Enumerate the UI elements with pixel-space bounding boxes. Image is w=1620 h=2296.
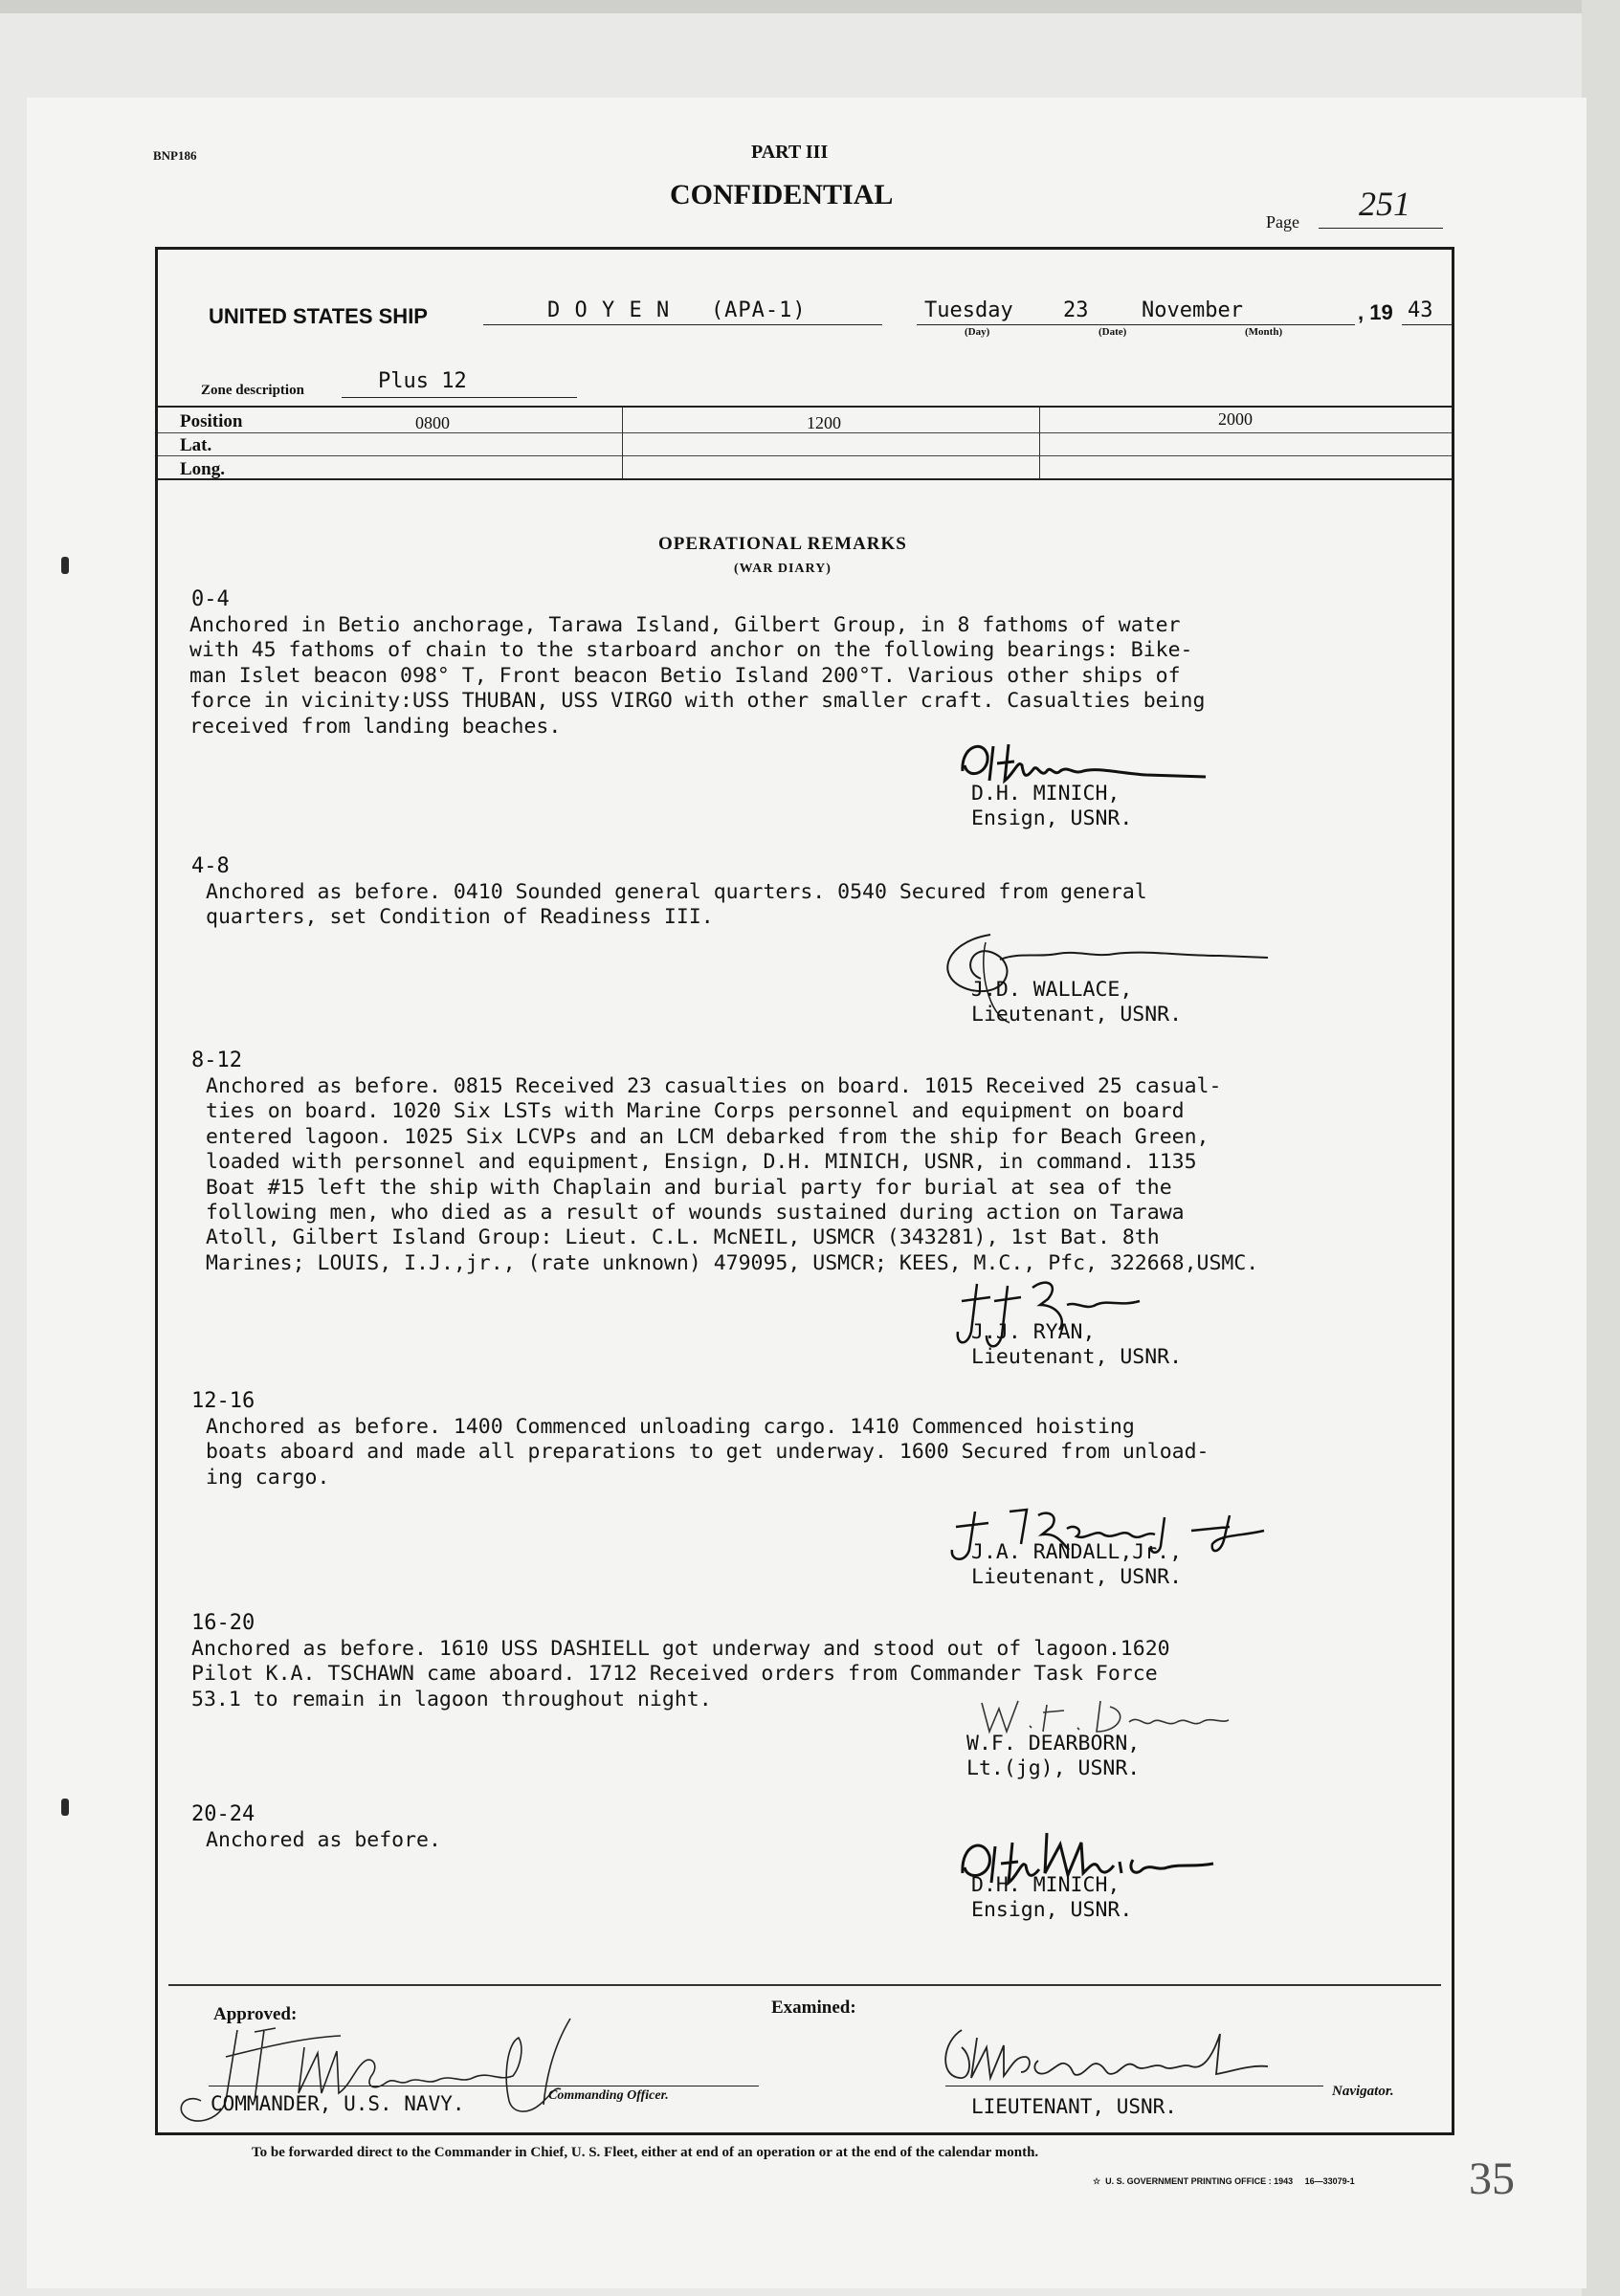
page-number: 251 bbox=[1359, 185, 1410, 223]
mccormick-signature bbox=[933, 2019, 1287, 2095]
examined-label: Examined: bbox=[771, 1998, 856, 2018]
zone-label: Zone description bbox=[201, 383, 304, 398]
forwarding-instruction: To be forwarded direct to the Commander in Chief, U. S. Fleet, either at end of an operation or at the end of the calendar month. bbox=[252, 2145, 1039, 2160]
ship-name: D O Y E N (APA-1) bbox=[547, 298, 807, 322]
signer-name: J.J. RYAN, bbox=[971, 1320, 1096, 1344]
signer-rank: Lt.(jg), USNR. bbox=[966, 1756, 1141, 1780]
signer-name: D.H. MINICH, bbox=[971, 782, 1121, 806]
long-row-label: Long. bbox=[180, 459, 225, 479]
month-caption: (Month) bbox=[1245, 326, 1283, 338]
navigator-caption: Navigator. bbox=[1332, 2084, 1394, 2099]
signer-rank: Lieutenant, USNR. bbox=[971, 1565, 1183, 1589]
scan-border-right bbox=[1582, 0, 1620, 2296]
watch-remarks: Anchored as before. 0410 Sounded general quarters. 0540 Secured from general quarters, set Condition of Readiness III. bbox=[206, 880, 1147, 930]
table-column-divider bbox=[622, 408, 623, 478]
date-line bbox=[917, 324, 1355, 325]
date-day: Tuesday bbox=[924, 298, 1013, 322]
signer-rank: Ensign, USNR. bbox=[971, 806, 1133, 830]
classification-heading: CONFIDENTIAL bbox=[670, 179, 894, 210]
date-date: 23 bbox=[1063, 298, 1089, 322]
position-time-1200: 1200 bbox=[807, 413, 841, 432]
signer-name: D.H. MINICH, bbox=[971, 1873, 1121, 1897]
watch-remarks: Anchored as before. 1400 Commenced unloading cargo. 1410 Commenced hoisting boats aboard and made all preparations to get underway. 1600 Secured from unload- ing cargo. bbox=[206, 1415, 1209, 1490]
year-suffix: 43 bbox=[1408, 298, 1433, 322]
position-table bbox=[158, 406, 1452, 480]
part-heading: PART III bbox=[751, 142, 829, 163]
signer-rank: Lieutenant, USNR. bbox=[971, 1003, 1183, 1027]
day-caption: (Day) bbox=[965, 326, 990, 338]
ship-name-line bbox=[483, 324, 882, 325]
scan-border-top bbox=[0, 0, 1620, 13]
watch-period: 16-20 bbox=[191, 1611, 255, 1635]
signer-rank: Lieutenant, USNR. bbox=[971, 1345, 1183, 1369]
watch-period: 12-16 bbox=[191, 1389, 255, 1413]
commanding-officer-text: COMMANDER, U.S. NAVY. bbox=[211, 2092, 465, 2115]
table-row-divider bbox=[158, 432, 1452, 433]
signer-name: J.D. WALLACE, bbox=[971, 978, 1133, 1002]
binder-hole-mark bbox=[61, 1799, 69, 1816]
watch-remarks: Anchored as before. 1610 USS DASHIELL got underway and stood out of lagoon.1620 Pilot K.A. TSCHAWN came aboard. 1712 Received orders from Commander Task Force 53.1 to remain in lagoon throughout night. bbox=[191, 1637, 1170, 1711]
form-number: BNP186 bbox=[153, 148, 197, 163]
year-prefix: , 19 bbox=[1358, 300, 1393, 324]
page-number-line bbox=[1319, 228, 1443, 229]
approved-label: Approved: bbox=[213, 2004, 298, 2024]
signer-rank: Ensign, USNR. bbox=[971, 1898, 1133, 1922]
date-month: November bbox=[1142, 298, 1243, 322]
page-label: Page bbox=[1266, 212, 1299, 232]
date-caption: (Date) bbox=[1098, 326, 1127, 338]
lat-row-label: Lat. bbox=[180, 435, 212, 455]
navigator-text: LIEUTENANT, USNR. bbox=[971, 2095, 1177, 2118]
year-line bbox=[1402, 324, 1452, 325]
ship-label: UNITED STATES SHIP bbox=[209, 304, 428, 328]
zone-line bbox=[342, 397, 577, 398]
zone-value: Plus 12 bbox=[378, 369, 467, 393]
sheet-number: 35 bbox=[1469, 2153, 1515, 2204]
approval-divider bbox=[168, 1984, 1441, 1986]
table-row-divider bbox=[158, 455, 1452, 456]
position-time-0800: 0800 bbox=[415, 413, 450, 432]
signer-name: W.F. DEARBORN, bbox=[966, 1732, 1141, 1755]
watch-period: 8-12 bbox=[191, 1049, 242, 1072]
watch-period: 20-24 bbox=[191, 1802, 255, 1826]
position-time-2000: 2000 bbox=[1218, 409, 1253, 429]
watch-period: 0-4 bbox=[191, 587, 230, 611]
watch-remarks: Anchored as before. 0815 Received 23 casualties on board. 1015 Received 25 casual- ties on board. 1020 Six LSTs with Marine Corps personnel and equipment on board entered lagoon. 1025 Six LCVPs and an LCM debarked from the ship for Beach Green, loaded with personnel and equipment, Ensign, D.H. MINICH, USNR, in command. 1135 Boat #15 left the ship with Chaplain and burial party for burial at sea of the following men, who died as a result of wounds sustained during action on Tarawa Atoll, Gilbert Island Group: Lieut. C.L. McNEIL, USMCR (343281), 1st Bat. 8th Marines; LOUIS, I.J.,jr., (rate unknown) 479095, USMCR; KEES, M.C., Pfc, 322668,USMC. bbox=[206, 1074, 1259, 1275]
printer-imprint: ☆ U. S. GOVERNMENT PRINTING OFFICE : 1943 16—33079-1 bbox=[1093, 2176, 1355, 2186]
remarks-title: OPERATIONAL REMARKS bbox=[658, 534, 907, 554]
table-column-divider bbox=[1039, 408, 1040, 478]
watch-remarks: Anchored in Betio anchorage, Tarawa Island, Gilbert Group, in 8 fathoms of water with 45 fathoms of chain to the starboard anchor on the following bearings: Bike- man Islet beacon 098° T, Front beacon Betio Island 200°T. Various other ships of force in vicinity:USS THUBAN, USS VIRGO with other smaller craft. Casualties being received from landing beaches. bbox=[189, 613, 1206, 739]
binder-hole-mark bbox=[61, 557, 69, 574]
remarks-subtitle: (WAR DIARY) bbox=[734, 562, 832, 576]
signer-name: J.A. RANDALL,Jr., bbox=[971, 1540, 1183, 1564]
watch-period: 4-8 bbox=[191, 854, 230, 878]
position-row-label: Position bbox=[180, 411, 243, 431]
watch-remarks: Anchored as before. bbox=[206, 1828, 441, 1852]
commanding-officer-caption: Commanding Officer. bbox=[548, 2088, 669, 2103]
